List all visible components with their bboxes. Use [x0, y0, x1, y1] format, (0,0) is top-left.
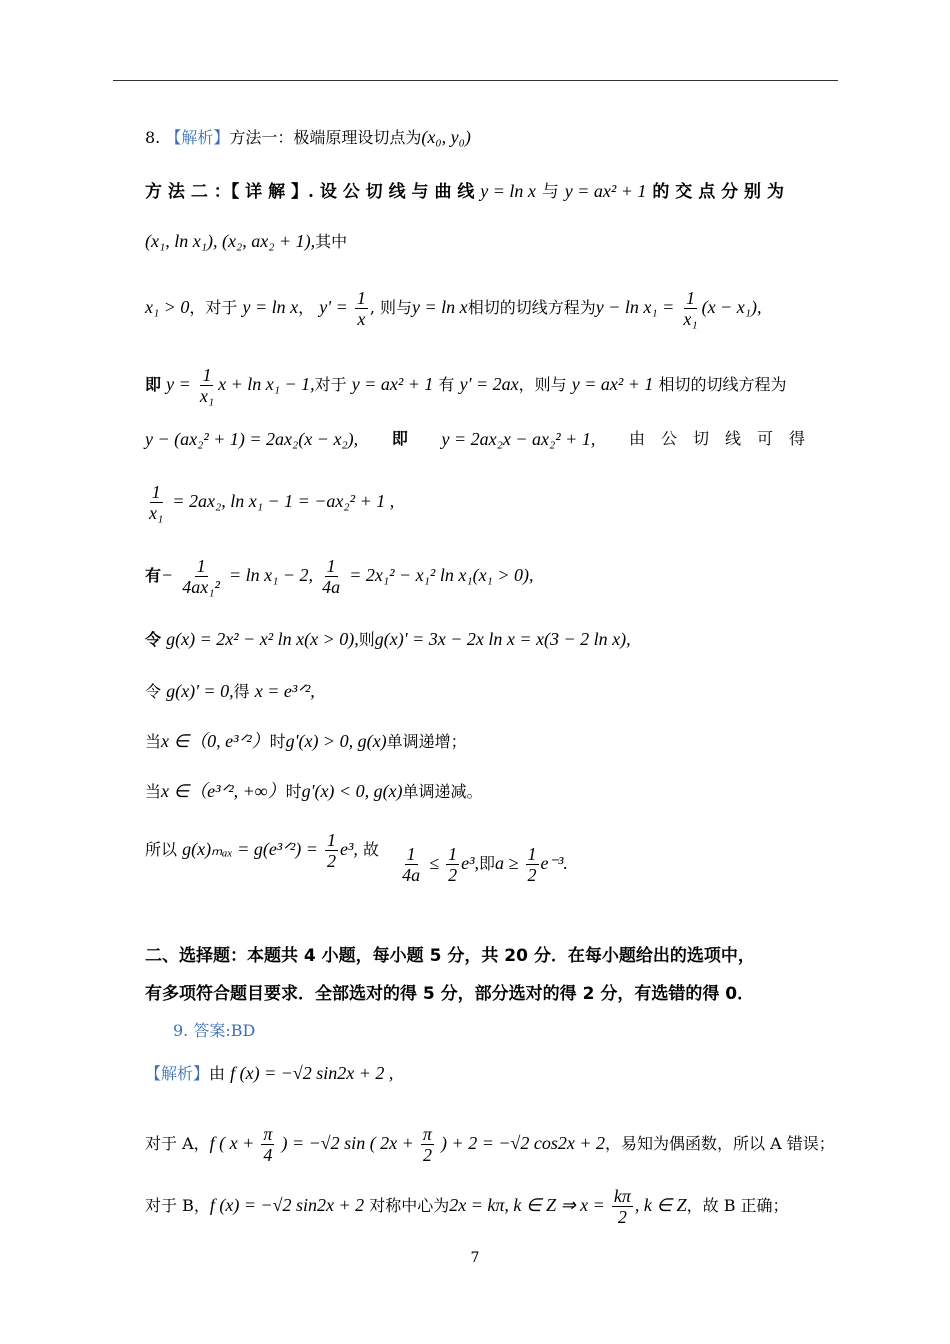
q8-line-4: [145, 288, 761, 329]
denominator: 2: [326, 851, 336, 871]
q9-line-1: [145, 1062, 393, 1085]
text: 当: [145, 732, 162, 751]
fraction: [320, 556, 342, 597]
math: x ∈（0, e³ᐟ²）: [161, 731, 270, 751]
denominator: x₁: [149, 503, 164, 523]
q8-line-6: [145, 428, 805, 450]
text: 相切的切线方程为: [658, 375, 787, 394]
text: ，对于: [189, 298, 238, 317]
math: (x₁, ln x₁), (x₂, ax₂ + 1),: [145, 231, 316, 251]
fraction: [198, 365, 216, 406]
text: 单调递增；: [386, 732, 467, 751]
math: y = ln x: [412, 297, 468, 317]
math: y − ln x₁ =: [595, 297, 675, 317]
math: e³,: [461, 853, 480, 873]
math: (x₀, y₀): [421, 127, 471, 147]
q8-line-2: [145, 180, 784, 203]
math: x + ln x₁ − 1,: [218, 374, 315, 394]
text: 由: [209, 1064, 226, 1083]
math: f (x) = −√2 sin2x + 2 ,: [230, 1063, 394, 1083]
q8-line-12: [145, 780, 483, 803]
numerator: π: [422, 1124, 432, 1144]
math: a ≥: [495, 853, 519, 873]
math: −: [161, 565, 174, 585]
denominator: 4: [263, 1145, 273, 1165]
header-rule: [113, 80, 838, 81]
math: f (x) = −√2 sin2x + 2: [209, 1195, 365, 1215]
math: ≤: [429, 853, 440, 873]
text: 对于 A，: [145, 1134, 210, 1153]
numerator: 1: [151, 482, 161, 502]
fraction: [421, 1124, 434, 1165]
inequality-group: [398, 844, 568, 885]
text: 由 公 切 线 可 得: [628, 429, 805, 448]
text: 方 法 二 ：【 详 解 】. 设 公 切 线 与 曲 线: [145, 182, 475, 202]
denominator: 4a: [322, 577, 341, 597]
math: ) + 2 = −√2 cos2x + 2: [441, 1133, 605, 1153]
q8-line-1: [145, 126, 471, 149]
q8-line-10: [145, 680, 315, 703]
text: 所以: [145, 840, 178, 859]
text: , 则与: [369, 298, 413, 317]
math: y − (ax₂² + 1) = 2ax₂(x − x₂),: [145, 429, 359, 449]
q8-line-8: [145, 556, 533, 597]
page-number: 7: [470, 1250, 480, 1266]
fraction: [355, 288, 368, 329]
fraction: [526, 844, 539, 885]
numerator: 1: [196, 556, 206, 576]
denominator: 2: [527, 865, 537, 885]
text: 故: [362, 840, 379, 859]
fraction: [400, 844, 422, 885]
math: f ( x +: [209, 1133, 255, 1153]
text: 与: [541, 182, 559, 202]
math: g(x)ₘₐₓ = g(e³ᐟ²) =: [182, 839, 318, 859]
q8-line-3: [145, 230, 347, 253]
numerator: 1: [326, 556, 336, 576]
text: 令: [145, 682, 162, 701]
math: y =: [166, 374, 191, 394]
question-number: 8.: [145, 128, 161, 147]
section-2-heading-line-2: 有多项符合题目要求．全部选对的得 5 分，部分选对的得 2 分，有选错的得 0．: [145, 984, 755, 1004]
math: = ln x₁ − 2,: [229, 565, 314, 585]
denominator: 2: [422, 1145, 432, 1165]
text: 当: [145, 782, 162, 801]
q8-line-5: [145, 365, 786, 406]
math: (x − x₁),: [701, 297, 762, 317]
math: = 2x₁² − x₁² ln x₁(x₁ > 0),: [349, 565, 534, 585]
denominator: 4a: [402, 865, 421, 885]
math: g'(x) < 0, g(x): [301, 781, 403, 801]
fraction: [446, 844, 459, 885]
math: = 2ax₂, ln x₁ − 1 = −ax₂² + 1 ,: [172, 491, 395, 511]
text: 则: [358, 630, 375, 649]
numerator: 1: [685, 288, 695, 308]
q9-line-3: [145, 1186, 789, 1227]
numerator: 1: [406, 844, 416, 864]
denominator: 4ax₁²: [182, 577, 220, 597]
text: ，: [298, 298, 315, 317]
text: ，故 B 正确；: [686, 1196, 789, 1215]
fraction: [681, 288, 699, 329]
denominator: x₁: [199, 386, 215, 406]
text: 时: [285, 782, 302, 801]
denominator: 2: [617, 1207, 627, 1227]
analysis-tag: 【解析】: [165, 128, 230, 147]
math: y = ln x: [242, 297, 299, 317]
math: g(x) = 2x² − x² ln x(x > 0),: [166, 629, 359, 649]
fraction: [261, 1124, 274, 1165]
text: 对于 B，: [145, 1196, 210, 1215]
fraction: [147, 482, 165, 523]
text: 单调递减。: [402, 782, 483, 801]
text: 即: [479, 854, 496, 873]
numerator: 1: [356, 288, 366, 308]
text: 其中: [315, 232, 348, 251]
text: ，则与: [518, 375, 567, 394]
text: 方法一：极端原理设切点为: [229, 128, 422, 147]
text: 有: [438, 375, 455, 394]
section-2-heading-line-1: 二、选择题：本题共 4 小题，每小题 5 分，共 20 分．在每小题给出的选项中，: [145, 946, 755, 966]
text: 即: [391, 429, 408, 448]
numerator: kπ: [613, 1186, 631, 1206]
math: y = ax² + 1: [564, 181, 647, 201]
math: x ∈（e³ᐟ², +∞）: [161, 781, 286, 801]
math: y = ax² + 1: [571, 374, 654, 394]
math: x₁ > 0: [145, 297, 190, 317]
text: ，易知为偶函数，所以 A 错误；: [605, 1134, 835, 1153]
numerator: π: [263, 1124, 273, 1144]
math: g'(x) > 0, g(x): [285, 731, 387, 751]
q9-line-2: [145, 1124, 835, 1165]
math: 2x = kπ, k ∈ Z ⇒ x =: [449, 1195, 605, 1215]
fraction: [325, 830, 338, 871]
denominator: 2: [448, 865, 458, 885]
text: 得: [233, 682, 250, 701]
fraction: [612, 1186, 633, 1227]
denominator: x₁: [683, 309, 698, 329]
numerator: 1: [326, 830, 336, 850]
q8-line-11: [145, 730, 467, 753]
q9-answer: 9. 答案:BD: [173, 1021, 256, 1040]
numerator: 1: [202, 365, 212, 385]
text: 令: [145, 630, 162, 649]
numerator: 1: [527, 844, 537, 864]
math: , k ∈ Z: [634, 1195, 687, 1215]
q8-line-13: [145, 830, 568, 885]
text: 时: [269, 732, 286, 751]
text: 的 交 点 分 别 为: [652, 182, 784, 202]
text: 相切的切线方程为: [467, 298, 596, 317]
math: g(x)' = 0,: [166, 681, 234, 701]
text: 对称中心为: [369, 1196, 450, 1215]
analysis-tag: 【解析】: [145, 1064, 210, 1083]
math: y = ax² + 1: [351, 374, 434, 394]
math: y = 2ax₂x − ax₂² + 1,: [441, 429, 596, 449]
fraction: [180, 556, 222, 597]
math: ) = −√2 sin ( 2x +: [281, 1133, 414, 1153]
text: 有: [145, 566, 162, 585]
math: y' = 2ax: [459, 374, 519, 394]
text: 对于: [314, 375, 347, 394]
q8-line-7: [145, 482, 394, 523]
math: y = ln x: [480, 181, 536, 201]
denominator: x: [357, 309, 366, 329]
math: x = e³ᐟ²,: [254, 681, 315, 701]
q8-line-9: [145, 628, 631, 651]
math: y' =: [319, 297, 348, 317]
math: e⁻³.: [540, 853, 568, 873]
numerator: 1: [448, 844, 458, 864]
text: 即: [145, 375, 162, 394]
math: g(x)' = 3x − 2x ln x = x(3 − 2 ln x),: [374, 629, 631, 649]
math: e³,: [339, 839, 358, 859]
